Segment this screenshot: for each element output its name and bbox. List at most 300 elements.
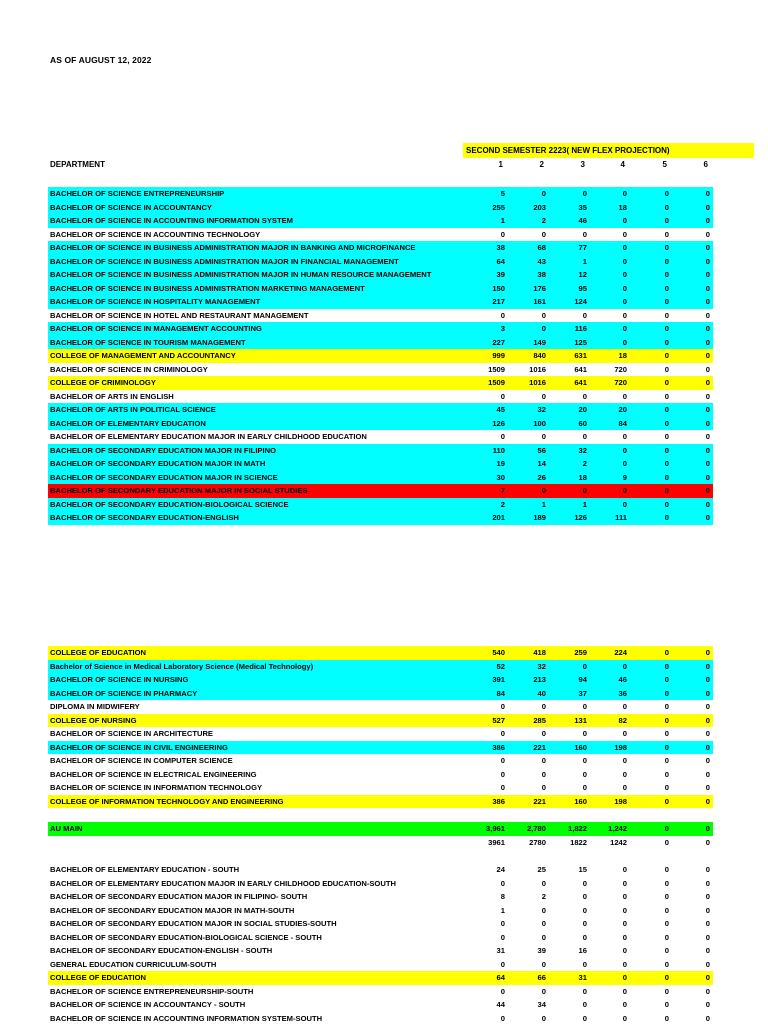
au-main-total-row [48, 822, 713, 836]
cell-value: 0 [678, 890, 710, 904]
cell-value: 0 [595, 700, 627, 714]
table-row [48, 958, 713, 972]
table-row [48, 781, 713, 795]
column-header: 3 [555, 158, 585, 172]
cell-value: 0 [595, 863, 627, 877]
cell-value: 0 [678, 904, 710, 918]
cell-value: 0 [637, 836, 669, 850]
cell-value: 82 [595, 714, 627, 728]
cell-value: 224 [595, 646, 627, 660]
cell-value: 0 [637, 971, 669, 985]
cell-value: 0 [595, 336, 627, 350]
table-row [48, 646, 713, 660]
table-row [48, 931, 713, 945]
cell-value: 0 [637, 228, 669, 242]
cell-value: 0 [555, 768, 587, 782]
cell-value: 0 [473, 781, 505, 795]
row-label: BACHELOR OF ARTS IN POLITICAL SCIENCE [50, 403, 216, 417]
cell-value: 0 [678, 931, 710, 945]
cell-value: 40 [514, 687, 546, 701]
cell-value: 20 [555, 403, 587, 417]
cell-value: 0 [637, 863, 669, 877]
table-row [48, 754, 713, 768]
cell-value: 26 [514, 471, 546, 485]
row-label: BACHELOR OF SCIENCE ENTREPRENEURSHIP-SOUTH [50, 985, 253, 999]
cell-value: 3,961 [473, 822, 505, 836]
row-label: BACHELOR OF SCIENCE IN INFORMATION TECHNOLOGY [50, 781, 262, 795]
cell-value: 0 [637, 430, 669, 444]
table-row [48, 714, 713, 728]
table-row [48, 187, 713, 201]
cell-value: 0 [678, 255, 710, 269]
cell-value: 0 [514, 322, 546, 336]
row-label: BACHELOR OF SCIENCE IN HOSPITALITY MANAGEMENT [50, 295, 260, 309]
cell-value: 3 [473, 322, 505, 336]
table-row [48, 904, 713, 918]
cell-value: 160 [555, 741, 587, 755]
cell-value: 1016 [514, 363, 546, 377]
cell-value: 999 [473, 349, 505, 363]
cell-value: 0 [473, 768, 505, 782]
cell-value: 0 [555, 430, 587, 444]
cell-value: 0 [555, 917, 587, 931]
row-label: BACHELOR OF SCIENCE IN ELECTRICAL ENGINEERING [50, 768, 257, 782]
enrollment-table-main [48, 187, 713, 525]
cell-value: 12 [555, 268, 587, 282]
table-row [48, 660, 713, 674]
cell-value: 0 [678, 998, 710, 1012]
cell-value: 18 [595, 201, 627, 215]
cell-value: 0 [514, 484, 546, 498]
cell-value: 641 [555, 376, 587, 390]
row-label: GENERAL EDUCATION CURRICULUM-SOUTH [50, 958, 216, 972]
table-row [48, 863, 713, 877]
cell-value: 38 [473, 241, 505, 255]
cell-value: 0 [637, 241, 669, 255]
cell-value: 0 [637, 741, 669, 755]
cell-value: 116 [555, 322, 587, 336]
cell-value: 0 [595, 498, 627, 512]
table-row [48, 444, 713, 458]
cell-value: 56 [514, 444, 546, 458]
cell-value: 0 [678, 795, 710, 809]
cell-value: 0 [514, 904, 546, 918]
cell-value: 0 [678, 363, 710, 377]
table-row [48, 214, 713, 228]
table-row [48, 673, 713, 687]
cell-value: 0 [637, 471, 669, 485]
enrollment-table-colleges [48, 646, 713, 808]
cell-value: 198 [595, 795, 627, 809]
cell-value: 1 [514, 498, 546, 512]
row-label: BACHELOR OF ELEMENTARY EDUCATION MAJOR IN EARLY CHILDHOOD EDUCATION-SOUTH [50, 877, 396, 891]
cell-value: 126 [473, 417, 505, 431]
cell-value: 0 [637, 376, 669, 390]
cell-value: 0 [595, 877, 627, 891]
cell-value: 0 [637, 700, 669, 714]
cell-value: 0 [595, 322, 627, 336]
row-label: BACHELOR OF SCIENCE IN ACCOUNTING INFORMATION SYSTEM [50, 214, 293, 228]
cell-value: 0 [637, 917, 669, 931]
row-label: BACHELOR OF SCIENCE IN BUSINESS ADMINISTRATION MAJOR IN BANKING AND MICROFINANCE [50, 241, 416, 255]
cell-value: 52 [473, 660, 505, 674]
cell-value: 0 [595, 931, 627, 945]
cell-value: 1 [555, 255, 587, 269]
cell-value: 39 [514, 944, 546, 958]
cell-value: 0 [678, 268, 710, 282]
cell-value: 25 [514, 863, 546, 877]
cell-value: 0 [637, 673, 669, 687]
cell-value: 0 [637, 687, 669, 701]
column-header: 2 [514, 158, 544, 172]
cell-value: 0 [514, 768, 546, 782]
cell-value: 0 [555, 187, 587, 201]
department-header: DEPARTMENT [50, 158, 105, 172]
column-header: 4 [595, 158, 625, 172]
cell-value: 641 [555, 363, 587, 377]
cell-value: 631 [555, 349, 587, 363]
cell-value: 176 [514, 282, 546, 296]
cell-value: 213 [514, 673, 546, 687]
cell-value: 0 [637, 727, 669, 741]
cell-value: 0 [678, 309, 710, 323]
cell-value: 0 [473, 390, 505, 404]
row-label: BACHELOR OF SECONDARY EDUCATION MAJOR IN MATH-SOUTH [50, 904, 294, 918]
cell-value: 0 [555, 904, 587, 918]
cell-value: 720 [595, 363, 627, 377]
cell-value: 0 [637, 390, 669, 404]
table-row [48, 687, 713, 701]
cell-value: 0 [637, 336, 669, 350]
row-label: BACHELOR OF SCIENCE IN HOTEL AND RESTAURANT MANAGEMENT [50, 309, 308, 323]
column-header-row [48, 158, 718, 172]
cell-value: 1822 [555, 836, 587, 850]
row-label: BACHELOR OF SECONDARY EDUCATION-ENGLISH - SOUTH [50, 944, 272, 958]
cell-value: 0 [473, 985, 505, 999]
cell-value: 0 [678, 971, 710, 985]
cell-value: 0 [637, 187, 669, 201]
cell-value: 0 [555, 309, 587, 323]
row-label: BACHELOR OF SECONDARY EDUCATION-BIOLOGICAL SCIENCE [50, 498, 289, 512]
table-row [48, 376, 713, 390]
cell-value: 0 [637, 985, 669, 999]
row-label: BACHELOR OF SECONDARY EDUCATION-ENGLISH [50, 511, 239, 525]
cell-value: 160 [555, 795, 587, 809]
cell-value: 0 [637, 646, 669, 660]
cell-value: 0 [555, 390, 587, 404]
cell-value: 0 [595, 890, 627, 904]
column-header: 5 [637, 158, 667, 172]
cell-value: 3961 [473, 836, 505, 850]
table-row [48, 1012, 713, 1025]
cell-value: 0 [555, 998, 587, 1012]
cell-value: 0 [595, 971, 627, 985]
cell-value: 0 [473, 727, 505, 741]
row-label: BACHELOR OF SCIENCE IN TOURISM MANAGEMENT [50, 336, 246, 350]
cell-value: 386 [473, 795, 505, 809]
cell-value: 221 [514, 741, 546, 755]
cell-value: 1509 [473, 363, 505, 377]
table-row [48, 349, 713, 363]
row-label: Bachelor of Science in Medical Laboratory Science (Medical Technology) [50, 660, 313, 674]
cell-value: 0 [473, 931, 505, 945]
cell-value: 15 [555, 863, 587, 877]
cell-value: 1016 [514, 376, 546, 390]
cell-value: 2,780 [514, 822, 546, 836]
table-row [48, 430, 713, 444]
table-row [48, 336, 713, 350]
row-label: BACHELOR OF SCIENCE IN ACCOUNTING INFORMATION SYSTEM-SOUTH [50, 1012, 322, 1025]
cell-value: 0 [637, 660, 669, 674]
cell-value: 46 [555, 214, 587, 228]
cell-value: 720 [595, 376, 627, 390]
row-label: BACHELOR OF ARTS IN ENGLISH [50, 390, 174, 404]
table-row [48, 795, 713, 809]
cell-value: 18 [555, 471, 587, 485]
row-label: BACHELOR OF SCIENCE IN MANAGEMENT ACCOUNTING [50, 322, 262, 336]
cell-value: 189 [514, 511, 546, 525]
cell-value: 0 [678, 646, 710, 660]
row-label: COLLEGE OF INFORMATION TECHNOLOGY AND ENGINEERING [50, 795, 284, 809]
cell-value: 0 [678, 741, 710, 755]
table-row [48, 484, 713, 498]
cell-value: 0 [678, 282, 710, 296]
cell-value: 0 [514, 877, 546, 891]
cell-value: 16 [555, 944, 587, 958]
row-label: BACHELOR OF SCIENCE IN BUSINESS ADMINISTRATION MAJOR IN FINANCIAL MANAGEMENT [50, 255, 399, 269]
cell-value: 0 [678, 417, 710, 431]
table-row [48, 700, 713, 714]
cell-value: 36 [595, 687, 627, 701]
row-label: BACHELOR OF ELEMENTARY EDUCATION MAJOR IN EARLY CHILDHOOD EDUCATION [50, 430, 367, 444]
cell-value: 1,242 [595, 822, 627, 836]
cell-value: 30 [473, 471, 505, 485]
cell-value: 20 [595, 403, 627, 417]
cell-value: 95 [555, 282, 587, 296]
cell-value: 38 [514, 268, 546, 282]
cell-value: 0 [678, 498, 710, 512]
cell-value: 0 [595, 241, 627, 255]
cell-value: 7 [473, 484, 505, 498]
cell-value: 0 [555, 958, 587, 972]
cell-value: 0 [473, 700, 505, 714]
cell-value: 0 [637, 944, 669, 958]
table-row [48, 201, 713, 215]
cell-value: 0 [678, 295, 710, 309]
table-row [48, 998, 713, 1012]
cell-value: 0 [595, 430, 627, 444]
cell-value: 0 [678, 863, 710, 877]
cell-value: 0 [514, 727, 546, 741]
cell-value: 0 [473, 1012, 505, 1025]
cell-value: 0 [678, 660, 710, 674]
table-row [48, 498, 713, 512]
cell-value: 0 [637, 268, 669, 282]
cell-value: 1242 [595, 836, 627, 850]
cell-value: 0 [555, 754, 587, 768]
cell-value: 0 [678, 228, 710, 242]
cell-value: 0 [678, 822, 710, 836]
cell-value: 0 [514, 917, 546, 931]
au-main-section [48, 822, 713, 849]
cell-value: 386 [473, 741, 505, 755]
cell-value: 0 [637, 931, 669, 945]
cell-value: 0 [678, 336, 710, 350]
cell-value: 0 [678, 673, 710, 687]
cell-value: 0 [637, 403, 669, 417]
table-row [48, 971, 713, 985]
cell-value: 0 [678, 781, 710, 795]
cell-value: 34 [514, 998, 546, 1012]
cell-value: 0 [637, 877, 669, 891]
cell-value: 0 [473, 877, 505, 891]
cell-value: 125 [555, 336, 587, 350]
table-row [48, 403, 713, 417]
cell-value: 0 [678, 444, 710, 458]
cell-value: 2 [473, 498, 505, 512]
cell-value: 0 [595, 295, 627, 309]
cell-value: 110 [473, 444, 505, 458]
cell-value: 24 [473, 863, 505, 877]
cell-value: 2 [514, 890, 546, 904]
cell-value: 0 [637, 214, 669, 228]
cell-value: 0 [678, 700, 710, 714]
cell-value: 0 [555, 228, 587, 242]
cell-value: 0 [555, 484, 587, 498]
cell-value: 0 [637, 444, 669, 458]
row-label: BACHELOR OF SCIENCE IN ARCHITECTURE [50, 727, 213, 741]
cell-value: 0 [595, 998, 627, 1012]
cell-value: 0 [637, 998, 669, 1012]
cell-value: 0 [637, 363, 669, 377]
row-label: COLLEGE OF EDUCATION [50, 646, 146, 660]
cell-value: 203 [514, 201, 546, 215]
cell-value: 0 [473, 917, 505, 931]
row-label: BACHELOR OF SCIENCE IN ACCOUNTING TECHNOLOGY [50, 228, 260, 242]
cell-value: 0 [678, 484, 710, 498]
cell-value: 0 [595, 768, 627, 782]
cell-value: 0 [595, 904, 627, 918]
cell-value: 0 [514, 228, 546, 242]
cell-value: 35 [555, 201, 587, 215]
cell-value: 0 [595, 309, 627, 323]
cell-value: 527 [473, 714, 505, 728]
cell-value: 149 [514, 336, 546, 350]
cell-value: 0 [473, 309, 505, 323]
cell-value: 418 [514, 646, 546, 660]
cell-value: 0 [595, 444, 627, 458]
cell-value: 1,822 [555, 822, 587, 836]
cell-value: 201 [473, 511, 505, 525]
cell-value: 32 [555, 444, 587, 458]
table-row [48, 241, 713, 255]
row-label: BACHELOR OF SCIENCE IN CRIMINOLOGY [50, 363, 208, 377]
cell-value: 0 [678, 457, 710, 471]
cell-value: 0 [514, 700, 546, 714]
cell-value: 43 [514, 255, 546, 269]
cell-value: 64 [473, 255, 505, 269]
cell-value: 44 [473, 998, 505, 1012]
cell-value: 540 [473, 646, 505, 660]
cell-value: 0 [637, 768, 669, 782]
cell-value: 18 [595, 349, 627, 363]
cell-value: 0 [514, 985, 546, 999]
cell-value: 0 [514, 309, 546, 323]
cell-value: 124 [555, 295, 587, 309]
cell-value: 19 [473, 457, 505, 471]
cell-value: 126 [555, 511, 587, 525]
cell-value: 0 [514, 430, 546, 444]
cell-value: 0 [473, 958, 505, 972]
cell-value: 0 [678, 836, 710, 850]
table-row [48, 322, 713, 336]
cell-value: 0 [555, 1012, 587, 1025]
cell-value: 0 [637, 201, 669, 215]
cell-value: 0 [637, 904, 669, 918]
table-row [48, 727, 713, 741]
cell-value: 100 [514, 417, 546, 431]
cell-value: 64 [473, 971, 505, 985]
row-label: BACHELOR OF ELEMENTARY EDUCATION - SOUTH [50, 863, 239, 877]
row-label: BACHELOR OF SECONDARY EDUCATION-BIOLOGICAL SCIENCE - SOUTH [50, 931, 322, 945]
cell-value: 0 [595, 958, 627, 972]
cell-value: 0 [514, 390, 546, 404]
row-label: BACHELOR OF SECONDARY EDUCATION MAJOR IN FILIPINO [50, 444, 276, 458]
cell-value: 68 [514, 241, 546, 255]
cell-value: 0 [514, 931, 546, 945]
row-label: BACHELOR OF SECONDARY EDUCATION MAJOR IN SOCIAL STUDIES [50, 484, 308, 498]
cell-value: 0 [595, 727, 627, 741]
cell-value: 0 [555, 890, 587, 904]
cell-value: 0 [678, 403, 710, 417]
row-label: AU MAIN [50, 822, 82, 836]
cell-value: 37 [555, 687, 587, 701]
cell-value: 0 [637, 1012, 669, 1025]
cell-value: 0 [637, 282, 669, 296]
cell-value: 0 [678, 1012, 710, 1025]
cell-value: 94 [555, 673, 587, 687]
cell-value: 0 [637, 781, 669, 795]
cell-value: 0 [678, 241, 710, 255]
enrollment-table-south [48, 863, 713, 1025]
cell-value: 0 [637, 498, 669, 512]
table-row [48, 917, 713, 931]
row-label: BACHELOR OF SCIENCE IN ACCOUNTANCY - SOUTH [50, 998, 245, 1012]
table-row [48, 511, 713, 525]
cell-value: 0 [637, 322, 669, 336]
cell-value: 0 [678, 430, 710, 444]
cell-value: 0 [678, 214, 710, 228]
table-row [48, 268, 713, 282]
cell-value: 0 [678, 985, 710, 999]
cell-value: 0 [595, 944, 627, 958]
cell-value: 1 [473, 214, 505, 228]
cell-value: 227 [473, 336, 505, 350]
cell-value: 0 [637, 754, 669, 768]
cell-value: 60 [555, 417, 587, 431]
cell-value: 0 [678, 877, 710, 891]
cell-value: 0 [514, 781, 546, 795]
cell-value: 0 [637, 417, 669, 431]
cell-value: 0 [595, 1012, 627, 1025]
cell-value: 0 [678, 727, 710, 741]
cell-value: 0 [678, 201, 710, 215]
row-label: BACHELOR OF SECONDARY EDUCATION MAJOR IN SOCIAL STUDIES-SOUTH [50, 917, 337, 931]
cell-value: 0 [595, 214, 627, 228]
cell-value: 1 [473, 904, 505, 918]
row-label: BACHELOR OF SCIENCE IN PHARMACY [50, 687, 197, 701]
table-row [48, 255, 713, 269]
